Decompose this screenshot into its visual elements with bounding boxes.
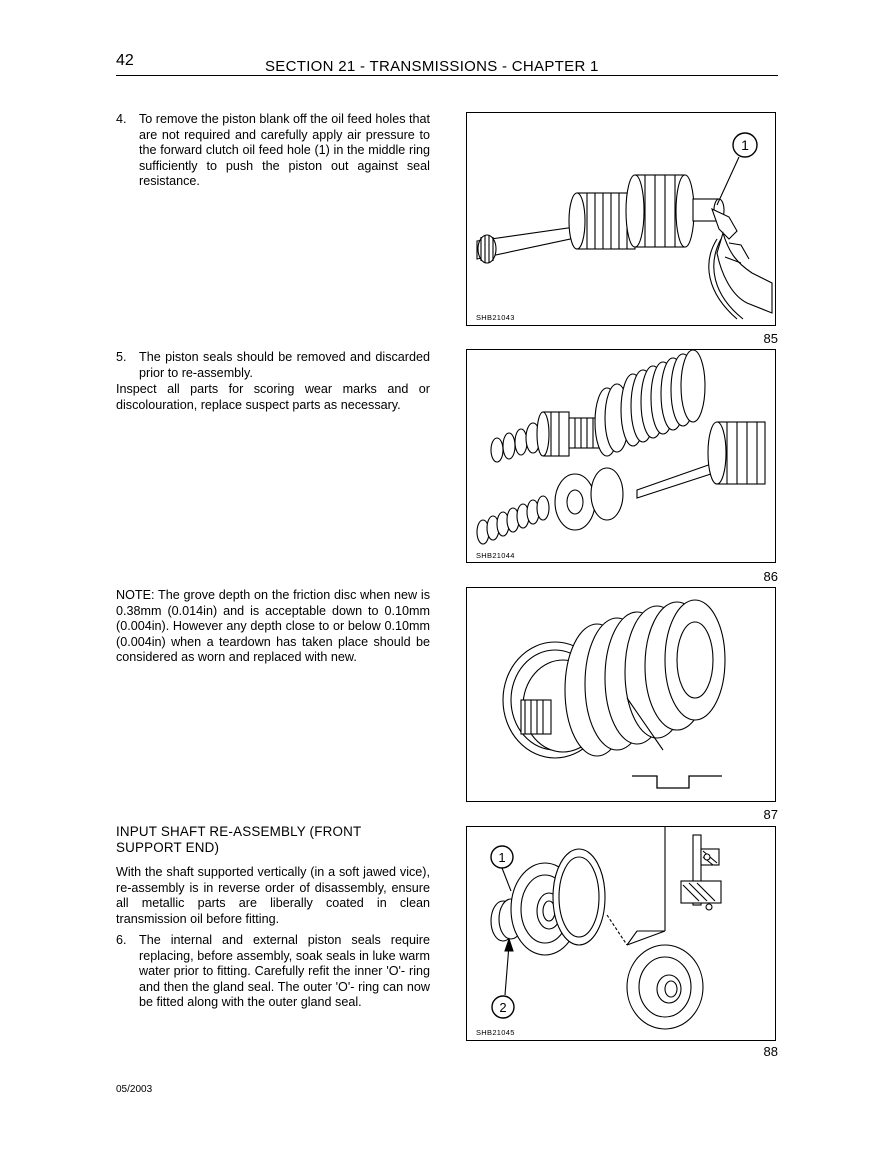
figure-85 xyxy=(466,112,776,326)
figure-code: SHB21043 xyxy=(476,313,515,322)
step-number: 5. xyxy=(116,350,127,364)
exploded-clutch-pack-illustration xyxy=(467,350,777,564)
figure-88 xyxy=(466,826,776,1041)
step-text: The piston seals should be removed and discarded prior to re-assembly. xyxy=(139,350,430,380)
step-number: 6. xyxy=(116,933,127,947)
piston-seal-assembly-illustration xyxy=(467,827,777,1042)
input-shaft-air-pressure-illustration xyxy=(467,113,777,327)
step-text: To remove the piston blank off the oil feed holes that are not required and carefully apply air pressure to the forward clutch oil feed hole (1) in the middle ring sufficiently to push the piston out against seal resistance. xyxy=(139,112,431,188)
inspect-paragraph: Inspect all parts for scoring wear marks and or discolouration, replace suspect parts as necessary. xyxy=(116,382,430,412)
section-title: SECTION 21 - TRANSMISSIONS - CHAPTER 1 xyxy=(265,58,599,75)
figure-87 xyxy=(466,587,776,802)
step-text: The internal and external piston seals require replacing, before assembly, soak seals in luke warm water prior to fitting. Carefully refit the inner 'O'- ring and then the gland seal. The outer 'O'- ring can now be fitted along with the outer gland seal. xyxy=(139,933,430,1009)
figure-number-87: 87 xyxy=(763,807,778,822)
callout-1: 1 xyxy=(741,137,749,153)
figure-number-85: 85 xyxy=(763,331,778,346)
step-4 xyxy=(116,112,430,190)
friction-disc-groove-illustration xyxy=(467,588,777,803)
callout-2: 2 xyxy=(499,1000,507,1015)
callout-1: 1 xyxy=(498,850,506,865)
figure-number-88: 88 xyxy=(763,1044,778,1059)
figure-number-86: 86 xyxy=(763,569,778,584)
note-paragraph: NOTE: The grove depth on the friction disc when new is 0.38mm (0.014in) and is acceptable down to 0.10mm (0.004in). However any depth close to or below 0.10mm (0.004in) when a teardown has taken place should be considered as worn and replaced with new. xyxy=(116,588,430,664)
page-number: 42 xyxy=(116,52,134,69)
step-5 xyxy=(116,350,430,381)
figure-code: SHB21045 xyxy=(476,1028,515,1037)
reassembly-paragraph: With the shaft supported vertically (in a soft jawed vice), re-assembly is in reverse order of disassembly, ensure all metallic parts are liberally coated in clean transmission oil before fitting. xyxy=(116,865,430,926)
figure-86 xyxy=(466,349,776,563)
reassembly-heading: INPUT SHAFT RE-ASSEMBLY (FRONT SUPPORT END) xyxy=(116,824,362,855)
header-rule xyxy=(116,75,778,76)
step-number: 4. xyxy=(116,112,127,126)
figure-code: SHB21044 xyxy=(476,551,515,560)
footer-date: 05/2003 xyxy=(116,1084,153,1095)
step-6 xyxy=(116,933,430,1011)
